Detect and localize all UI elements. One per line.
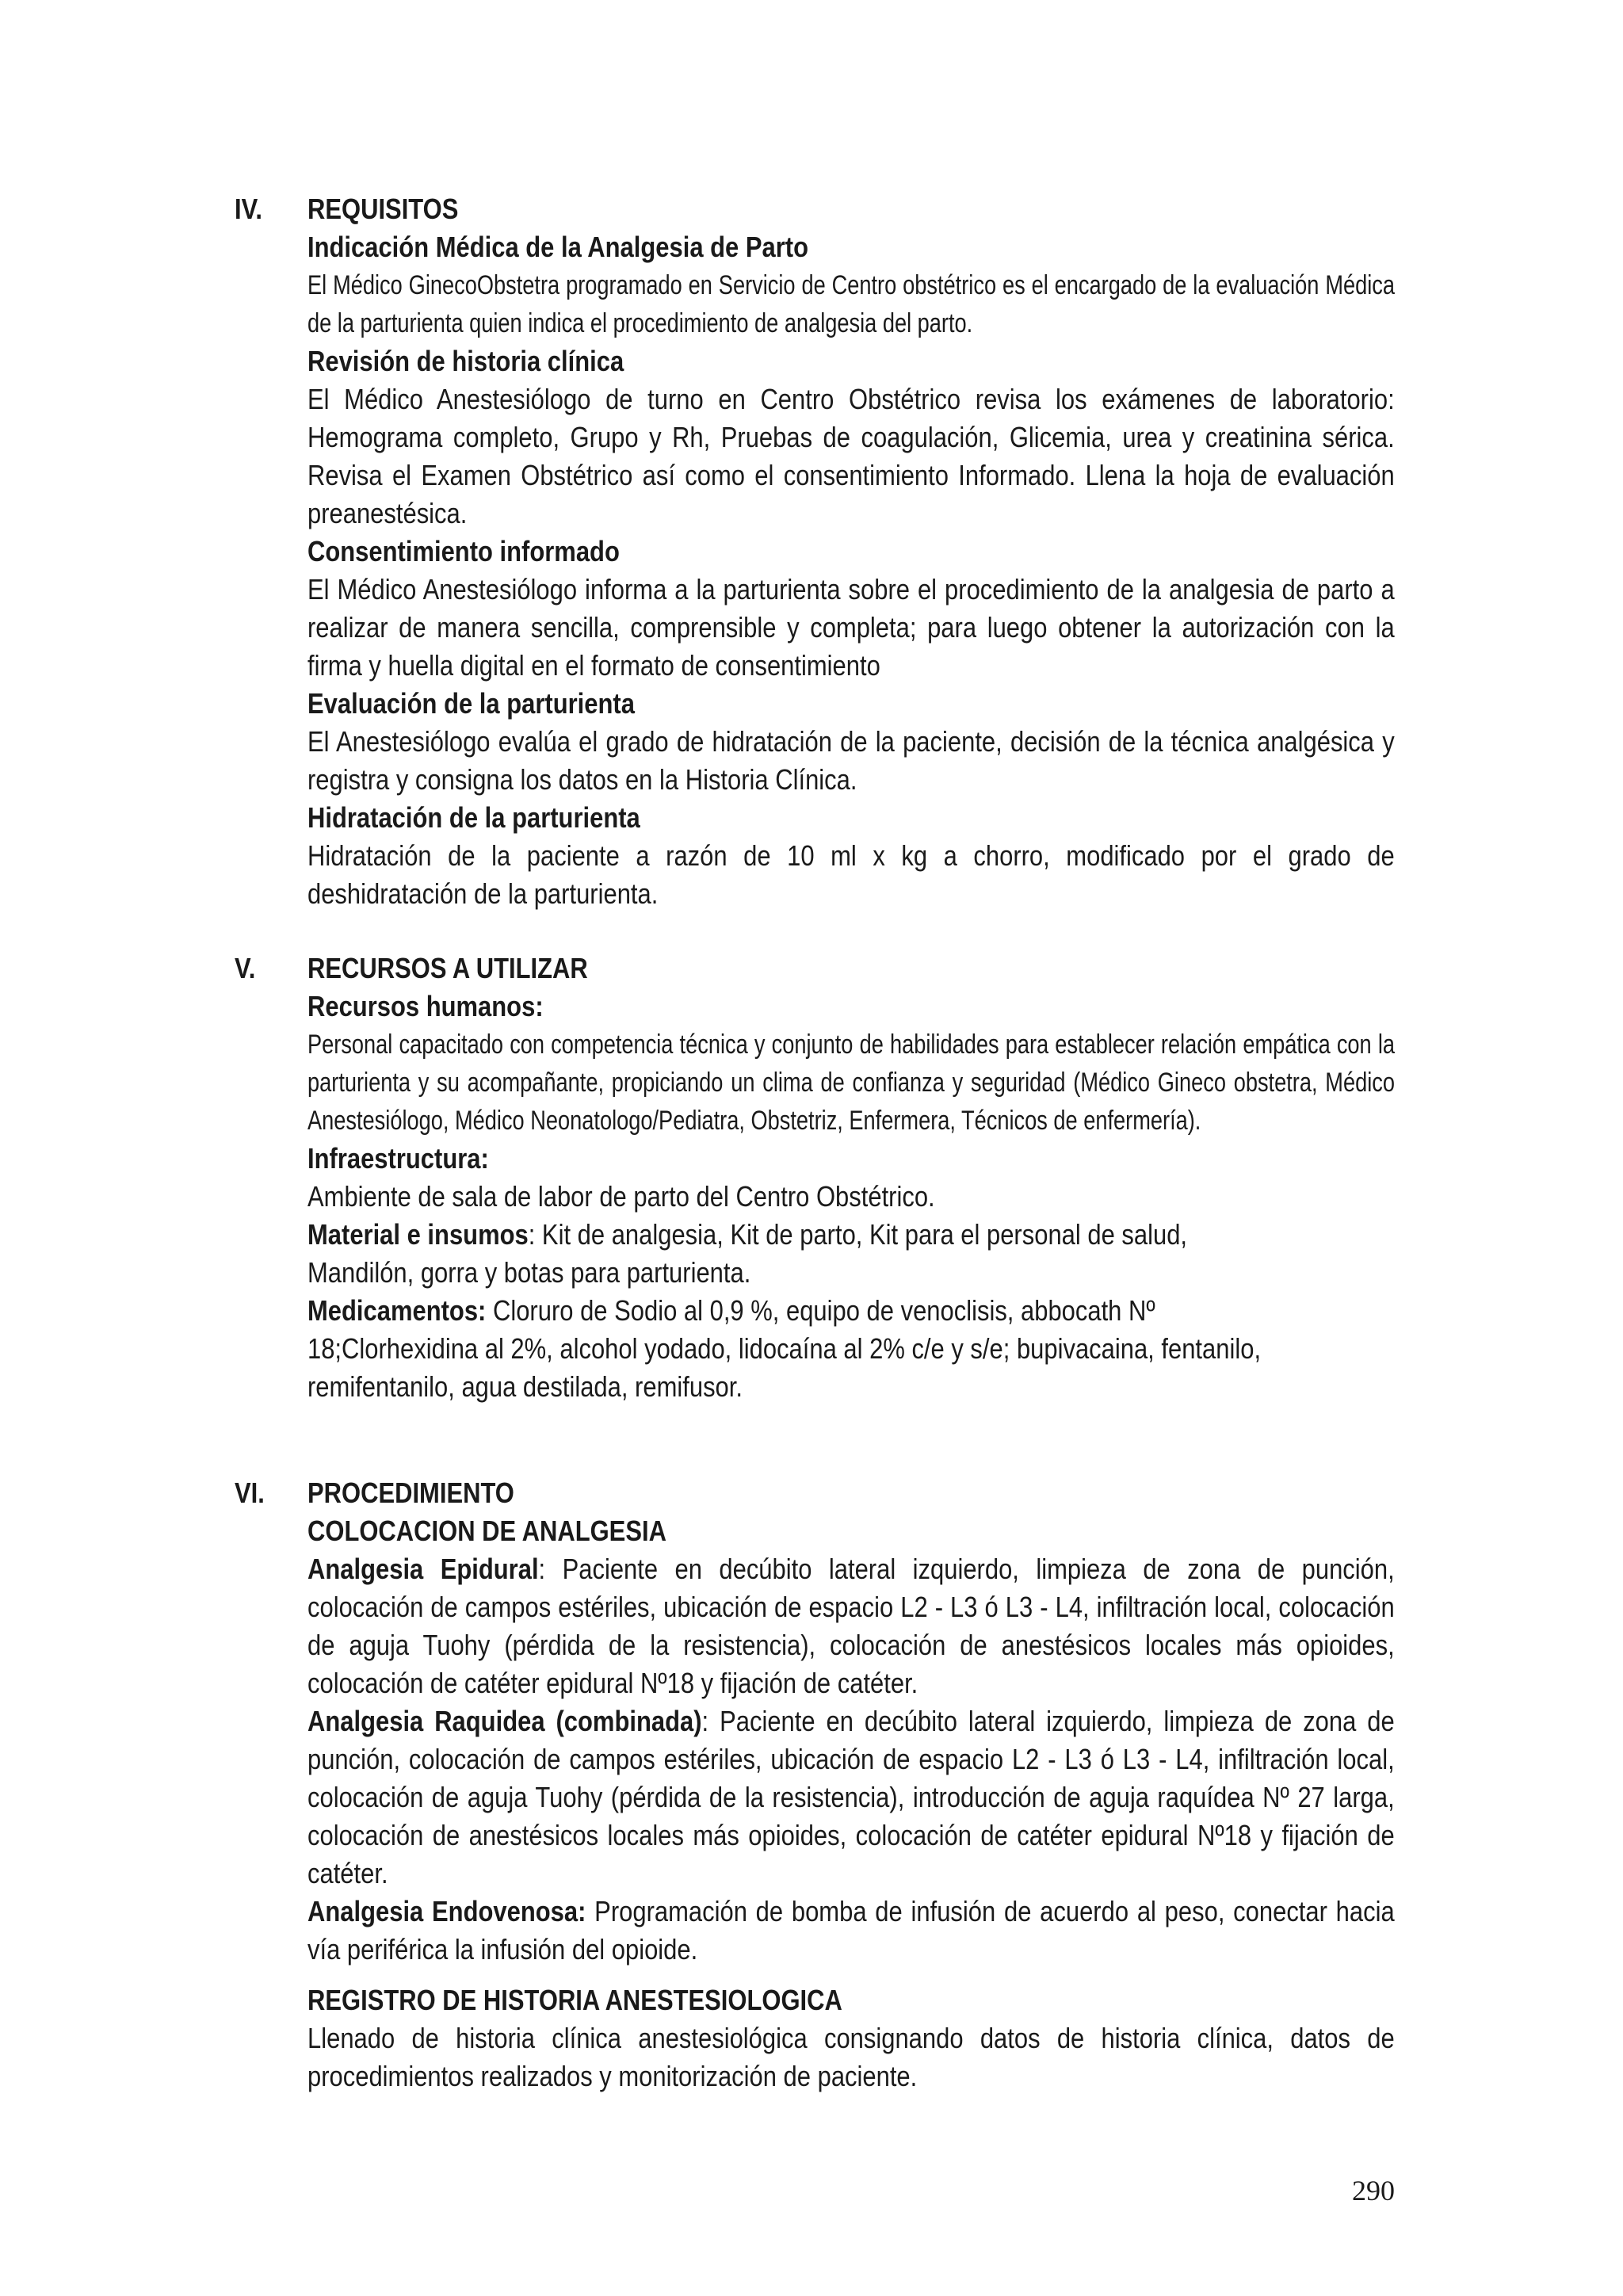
subsection-title: Evaluación de la parturienta	[307, 687, 635, 720]
inline-text: : Kit de analgesia, Kit de parto, Kit para el personal de salud,	[528, 1218, 1188, 1251]
paragraph: Hidratación de la paciente a razón de 10 ml x kg a chorro, modificado por el grado de deshidratación de la parturienta.	[307, 839, 1395, 910]
paragraph: Llenado de historia clínica anestesiológica consignando datos de historia clínica, datos de procedimientos realizados y monitorización de paciente.	[307, 2022, 1395, 2092]
medicamentos-line	[307, 1292, 1395, 1330]
subsection-title: Revisión de historia clínica	[307, 345, 624, 377]
paragraph: El Médico Anestesiólogo de turno en Centro Obstétrico revisa los exámenes de laboratorio: Hemograma completo, Grupo y Rh, Pruebas de coagulación, Glicemia, urea y creatinina sérica. Revisa el Examen Obstétrico así como el consentimiento Informado. Llena la hoja de evaluación preanestésica.	[307, 383, 1395, 529]
subsection-title: REGISTRO DE HISTORIA ANESTESIOLOGICA	[307, 1984, 842, 2016]
section-heading: RECURSOS A UTILIZAR	[307, 952, 588, 984]
paragraph: El Médico Anestesiólogo informa a la parturienta sobre el procedimiento de la analgesia de parto a realizar de manera sencilla, comprensible y completa; para luego obtener la autorización con la firma y huella digital en el formato de consentimiento	[307, 573, 1395, 682]
section-heading: PROCEDIMIENTO	[307, 1477, 514, 1509]
page-number: 290	[1352, 2175, 1395, 2206]
paragraph: Personal capacitado con competencia técnica y conjunto de habilidades para establecer relación empática con la parturienta y su acompañante, propiciando un clima de confianza y seguridad (Médico Gineco obstetra, Médico Anestesiólogo, Médico Neonatologo/Pediatra, Obstetriz, Enfermera, Técnicos de enfermería).	[307, 1030, 1395, 1136]
inline-label: Analgesia Raquidea (combinada)	[307, 1705, 702, 1737]
paragraph	[307, 1550, 1395, 1702]
paragraph	[307, 1893, 1395, 1969]
subsection-title: Indicación Médica de la Analgesia de Parto	[307, 231, 809, 263]
medicamentos-line: remifentanilo, agua destilada, remifusor.	[307, 1370, 743, 1403]
subsection-title: Recursos humanos:	[307, 990, 544, 1022]
paragraph	[307, 1702, 1395, 1893]
inline-label: Analgesia Epidural	[307, 1553, 539, 1585]
subsection-title: Infraestructura:	[307, 1142, 489, 1175]
inline-label: Analgesia Endovenosa:	[307, 1895, 586, 1927]
material-line	[307, 1216, 1395, 1254]
inline-text: Programación de bomba de infusión de acuerdo al peso, conectar hacia vía periférica la infusión del opioide.	[307, 1895, 1395, 1966]
subsection-title: COLOCACION DE ANALGESIA	[307, 1515, 666, 1547]
medicamentos-line: 18;Clorhexidina al 2%, alcohol yodado, lidocaína al 2% c/e y s/e; bupivacaina, fentanilo,	[307, 1332, 1262, 1365]
paragraph: El Médico GinecoObstetra programado en Servicio de Centro obstétrico es el encargado de la evaluación Médica de la parturienta quien indica el procedimiento de analgesia del parto.	[307, 270, 1395, 338]
subsection-title: Consentimiento informado	[307, 535, 620, 567]
paragraph: El Anestesiólogo evalúa el grado de hidratación de la paciente, decisión de la técnica analgésica y registra y consigna los datos en la Historia Clínica.	[307, 725, 1395, 796]
subsection-title: Hidratación de la parturienta	[307, 801, 640, 834]
material-line: Mandilón, gorra y botas para parturienta.	[307, 1256, 751, 1289]
paragraph: Ambiente de sala de labor de parto del Centro Obstétrico.	[307, 1180, 935, 1213]
inline-label: Material e insumos	[307, 1218, 529, 1251]
section-numeral: VI.	[235, 1477, 265, 1509]
inline-label: Medicamentos:	[307, 1294, 487, 1327]
section-numeral: V.	[235, 952, 256, 984]
inline-text: Cloruro de Sodio al 0,9 %, equipo de venoclisis, abbocath Nº	[486, 1294, 1155, 1327]
section-heading: REQUISITOS	[307, 193, 459, 225]
section-numeral: IV.	[235, 193, 263, 225]
inline-text: : Paciente en decúbito lateral izquierdo, limpieza de zona de punción, colocación de campos estériles, ubicación de espacio L2 - L3 ó L3 - L4, infiltración local, colocación de aguja Tuohy (pérdida de la resistencia), colocación de anestésicos locales más opioides, colocación de catéter epidural Nº18 y fijación de catéter.	[307, 1553, 1395, 1699]
inline-text: : Paciente en decúbito lateral izquierdo, limpieza de zona de punción, colocación de campos estériles, ubicación de espacio L2 - L3 ó L3 - L4, infiltración local, colocación de aguja Tuohy (pérdida de la resistencia), introducción de aguja raquídea Nº 27 larga, colocación de anestésicos locales más opioides, colocación de catéter epidural Nº18 y fijación de catéter.	[307, 1705, 1395, 1889]
